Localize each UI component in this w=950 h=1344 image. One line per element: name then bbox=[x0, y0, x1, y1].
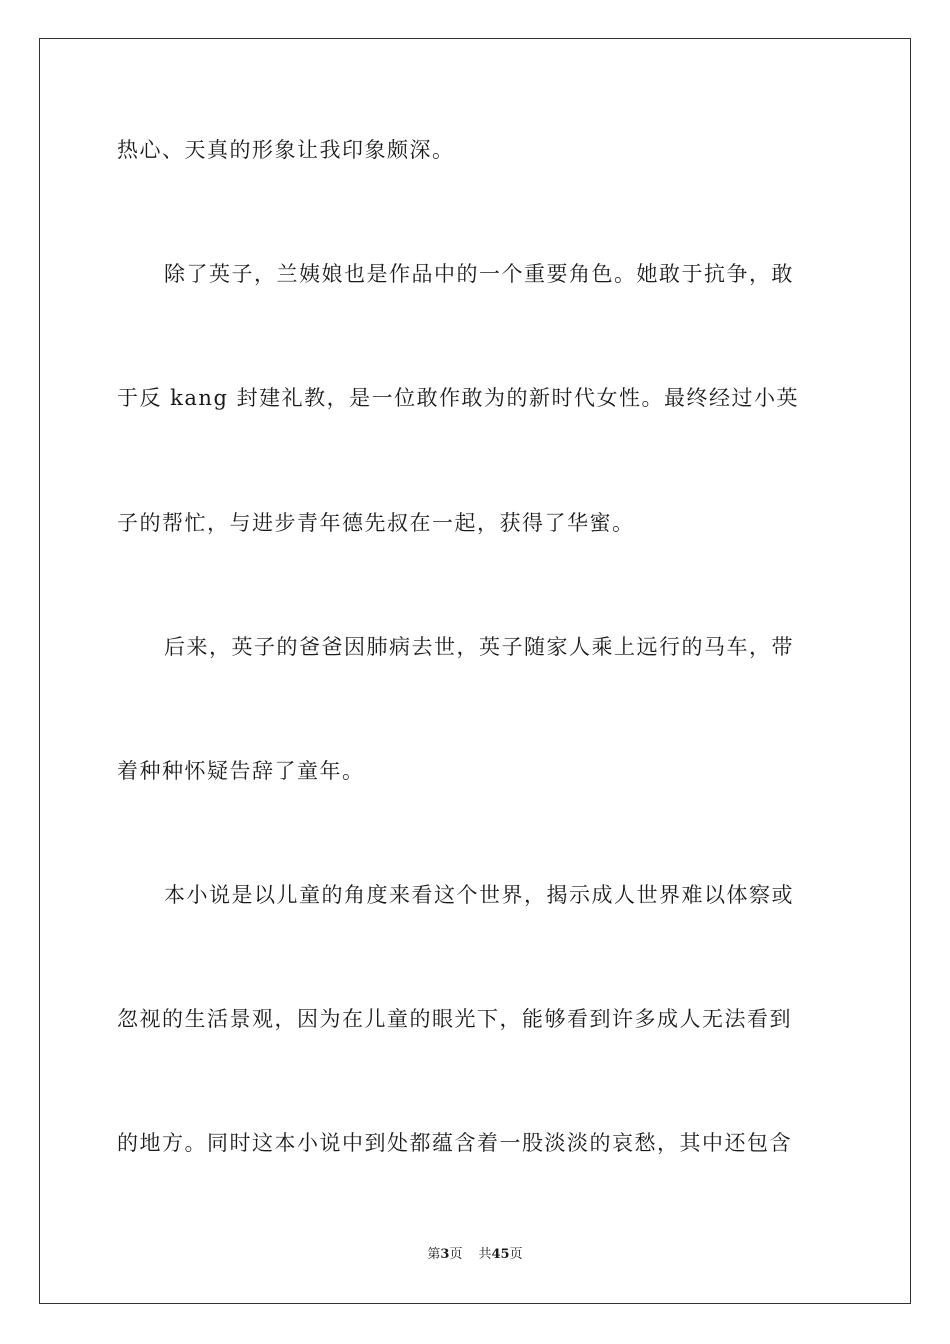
paragraph-line: 的地方。同时这本小说中到处都蕴含着一股淡淡的哀愁，其中还包含 bbox=[117, 1131, 792, 1155]
total-prefix: 共 bbox=[478, 1247, 492, 1262]
total-pages: 45 bbox=[491, 1247, 510, 1262]
paragraph-line: 着种种怀疑告辞了童年。 bbox=[117, 759, 365, 783]
paragraph-line: 子的帮忙，与进步青年德先叔在一起，获得了华蜜。 bbox=[117, 511, 635, 535]
paragraph-line: 后来，英子的爸爸因肺病去世，英子随家人乘上远行的马车，带 bbox=[164, 635, 794, 659]
paragraph-line: 忽视的生活景观，因为在儿童的眼光下，能够看到许多成人无法看到 bbox=[117, 1007, 792, 1031]
page-number: 3 bbox=[440, 1247, 450, 1262]
paragraph-line: 本小说是以儿童的角度来看这个世界，揭示成人世界难以体察或 bbox=[164, 883, 794, 907]
total-suffix: 页 bbox=[509, 1247, 523, 1262]
page-border bbox=[39, 38, 911, 1304]
paragraph-line: 除了英子，兰姨娘也是作品中的一个重要角色。她敢于抗争，敢 bbox=[164, 262, 794, 286]
paragraph-line: 于反 kang 封建礼教，是一位敢作敢为的新时代女性。最终经过小英 bbox=[117, 386, 800, 410]
paragraph-line: 热心、天真的形象让我印象颇深。 bbox=[117, 138, 455, 162]
page-footer bbox=[0, 1246, 950, 1264]
page-prefix: 第 bbox=[427, 1247, 441, 1262]
page-suffix: 页 bbox=[449, 1247, 463, 1262]
